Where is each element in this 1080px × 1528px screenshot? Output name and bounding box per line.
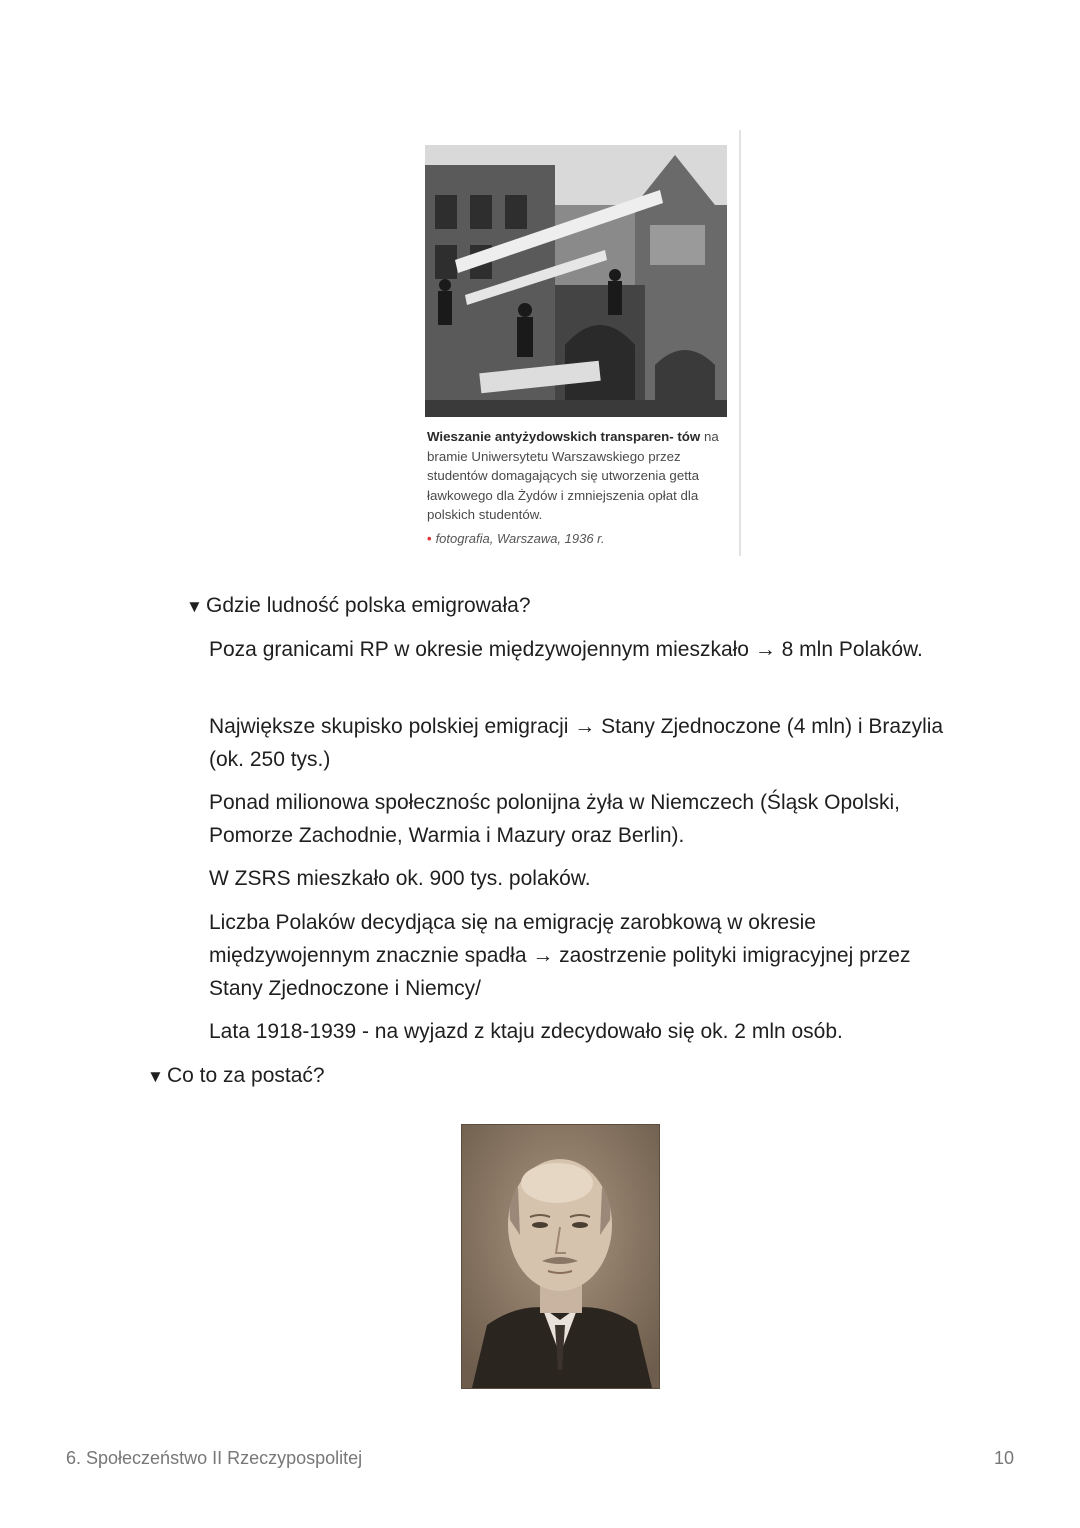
collapse-triangle-icon[interactable]: ▼	[147, 1067, 164, 1086]
photo-caption	[427, 427, 732, 548]
paragraph-2: Największe skupisko polskiej emigracji → Stany Zjednoczone (4 mln) i Brazylia (ok. 250 tys.)	[209, 715, 944, 771]
portrait-photo	[461, 1124, 660, 1389]
collapse-triangle-icon[interactable]: ▼	[186, 597, 203, 616]
caption-text: na bramie Uniwersytetu Warszawskiego przez studentów domagających się utworzenia getta ławkowego dla Żydów i zmniejszenia opłat dla polskich studentów.	[427, 429, 719, 522]
question-emigration: Gdzie ludność polska emigrowała?	[206, 594, 531, 617]
paragraph-6: Lata 1918-1939 - na wyjazd z ktaju zdecydowało się ok. 2 mln osób.	[209, 1020, 843, 1043]
photo-source-text: fotografia, Warszawa, 1936 r.	[435, 530, 605, 546]
paragraph-4: W ZSRS mieszkało ok. 900 tys. polaków.	[209, 867, 591, 890]
portrait-illustration	[462, 1125, 659, 1388]
photo-illustration	[425, 145, 727, 417]
question-person: Co to za postać?	[167, 1064, 325, 1087]
caption-bold-lead: Wieszanie antyżydowskich transparen- tów	[427, 429, 701, 444]
paragraph-5: Liczba Polaków decydjąca się na emigrację zarobkową w okresie międzywojennym znacznie spadła → zaostrzenie polityki imigracyjnej przez Stany Zjednoczone i Niemcy/	[209, 911, 911, 1000]
footer-chapter-title: 6. Społeczeństwo II Rzeczypospolitej	[66, 1448, 363, 1468]
textbook-figure	[418, 130, 740, 556]
paragraph-3: Ponad milionowa społecznośc polonijna żyła w Niemczech (Śląsk Opolski, Pomorze Zachodnie, Warmia i Mazury oraz Berlin).	[209, 791, 900, 847]
historical-photo-university-gate	[425, 145, 727, 417]
toggle-heading-emigration[interactable]	[186, 591, 531, 622]
footer-page-number: 10	[993, 1448, 1014, 1468]
bullet-icon: •	[427, 530, 432, 546]
paragraph-1: Poza granicami RP w okresie międzywojennym mieszkało → 8 mln Polaków.	[209, 638, 923, 661]
figure-divider	[739, 130, 741, 556]
toggle-heading-person[interactable]	[147, 1061, 325, 1092]
photo-source	[427, 529, 732, 549]
